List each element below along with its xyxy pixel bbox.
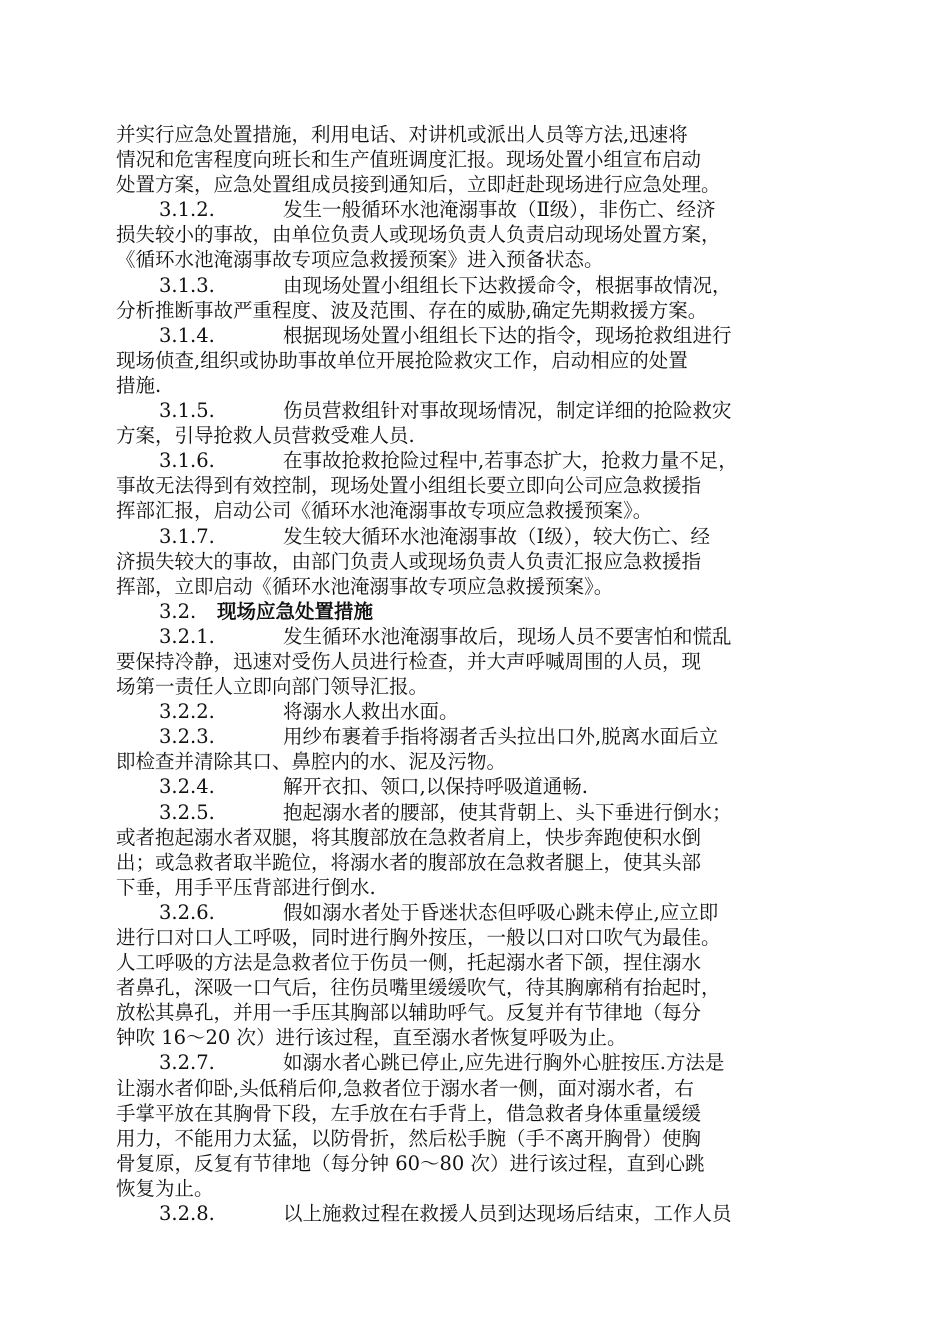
clause-number: 3.2.4. <box>159 775 215 799</box>
clause-3-1-4 <box>116 323 836 348</box>
paragraph-line: 《循环水池淹溺事故专项应急救援预案》进入预备状态。 <box>116 248 604 272</box>
clause-text: 在事故抢救抢险过程中,若事态扩大，抢救力量不足， <box>283 449 738 473</box>
clause-number: 3.1.6. <box>159 449 215 473</box>
clause-3-1-5 <box>116 398 836 423</box>
paragraph-line: 放松其鼻孔，并用一手压其胸部以辅助呼气。反复并有节律地（每分 <box>116 1001 702 1025</box>
clause-number: 3.1.5. <box>159 399 215 423</box>
clause-number: 3.2.3. <box>159 725 215 749</box>
clause-3-1-6 <box>116 448 836 473</box>
section-heading-3-2 <box>116 599 836 624</box>
paragraph-line: 场第一责任人立即向部门领导汇报。 <box>116 675 429 699</box>
section-number: 3.2. <box>159 599 197 623</box>
clause-number: 3.2.8. <box>159 1202 215 1226</box>
clause-number: 3.1.2. <box>159 198 215 222</box>
clause-text: 发生较大循环水池淹溺事故（Ⅰ级），较大伤亡、经 <box>283 524 710 548</box>
clause-3-2-6 <box>116 900 836 925</box>
clause-3-2-2 <box>116 699 836 724</box>
clause-text: 解开衣扣、领口,以保持呼吸道通畅. <box>283 775 588 799</box>
clause-text: 以上施救过程在救援人员到达现场后结束，工作人员 <box>283 1202 732 1226</box>
clause-3-1-2 <box>116 197 836 222</box>
paragraph-line: 进行口对口人工呼吸，同时进行胸外按压，一般以口对口吹气为最佳。 <box>116 926 721 949</box>
paragraph-line: 处置方案，应急处置组成员接到通知后，立即赶赴现场进行应急处理。 <box>116 173 721 197</box>
paragraph-line: 事故无法得到有效控制，现场处置小组组长要立即向公司应急救援指 <box>116 474 702 498</box>
document-page <box>116 122 836 1226</box>
clause-text: 假如溺水者处于昏迷状态但呼吸心跳未停止,应立即 <box>283 900 719 924</box>
paragraph-line: 钟吹 16～20 次）进行该过程，直至溺水者恢复呼吸为止。 <box>116 1026 627 1050</box>
paragraph-line: 挥部，立即启动《循环水池淹溺事故专项应急救援预案》。 <box>116 574 614 598</box>
paragraph-line: 出；或急救者取半跪位，将溺水者的腹部放在急救者腿上，使其头部 <box>116 850 702 874</box>
paragraph-line: 下垂，用手平压背部进行倒水. <box>116 875 376 899</box>
paragraph-line: 济损失较大的事故，由部门负责人或现场负责人负责汇报应急救援指 <box>116 549 702 573</box>
clause-3-2-5 <box>116 800 836 825</box>
clause-text: 发生循环水池淹溺事故后，现场人员不要害怕和慌乱 <box>283 624 732 648</box>
clause-text: 由现场处置小组组长下达救援命令，根据事故情况， <box>283 273 732 297</box>
paragraph-line: 手掌平放在其胸骨下段，左手放在右手背上，借急救者身体重量缓缓 <box>116 1101 702 1125</box>
clause-3-2-4 <box>116 774 836 799</box>
paragraph-line: 分析推断事故严重程度、波及范围、存在的威胁,确定先期救援方案。 <box>116 298 708 322</box>
paragraph-line: 让溺水者仰卧,头低稍后仰,急救者位于溺水者一侧，面对溺水者，右 <box>116 1076 694 1100</box>
paragraph-line: 即检查并清除其口、鼻腔内的水、泥及污物。 <box>116 750 507 774</box>
clause-3-1-3 <box>116 273 836 298</box>
section-title: 现场应急处置措施 <box>217 599 374 623</box>
clause-number: 3.2.5. <box>159 800 215 824</box>
paragraph-line: 情况和危害程度向班长和生产值班调度汇报。现场处置小组宣布启动 <box>116 148 702 172</box>
paragraph-line: 现场侦查,组织或协助事故单位开展抢险救灾工作，启动相应的处置 <box>116 348 688 372</box>
paragraph-line: 用力，不能用力太猛，以防骨折，然后松手腕（手不离开胸骨）使胸 <box>116 1126 702 1150</box>
clause-text: 发生一般循环水池淹溺事故（Ⅱ级），非伤亡、经济 <box>283 198 716 222</box>
clause-number: 3.1.3. <box>159 273 215 297</box>
clause-text: 将溺水人救出水面。 <box>283 700 459 724</box>
clause-text: 抱起溺水者的腰部，使其背朝上、头下垂进行倒水； <box>283 800 732 824</box>
paragraph-line: 并实行应急处置措施，利用电话、对讲机或派出人员等方法,迅速将 <box>116 123 688 146</box>
clause-text: 伤员营救组针对事故现场情况，制定详细的抢险救灾 <box>283 399 732 423</box>
paragraph-line: 挥部汇报，启动公司《循环水池淹溺事故专项应急救援预案》。 <box>116 499 653 523</box>
clause-number: 3.2.6. <box>159 900 215 924</box>
clause-text: 根据现场处置小组组长下达的指令，现场抢救组进行 <box>283 323 732 347</box>
clause-3-2-1 <box>116 624 836 649</box>
clause-number: 3.2.7. <box>159 1051 215 1075</box>
paragraph-line: 损失较小的事故，由单位负责人或现场负责人负责启动现场处置方案， <box>116 223 721 247</box>
paragraph-line: 者鼻孔，深吸一口气后，往伤员嘴里缓缓吹气，待其胸廓稍有抬起时， <box>116 976 721 1000</box>
paragraph-line: 或者抱起溺水者双腿，将其腹部放在急救者肩上，快步奔跑使积水倒 <box>116 825 702 849</box>
paragraph-line: 方案，引导抢救人员营救受难人员. <box>116 424 415 448</box>
clause-3-1-7 <box>116 524 836 549</box>
paragraph-line: 骨复原，反复有节律地（每分钟 60～80 次）进行该过程，直到心跳 <box>116 1151 705 1175</box>
clause-text: 用纱布裹着手指将溺者舌头拉出口外,脱离水面后立 <box>283 725 719 749</box>
clause-number: 3.1.7. <box>159 524 215 548</box>
paragraph-line: 恢复为止。 <box>116 1176 214 1200</box>
paragraph-line: 要保持冷静，迅速对受伤人员进行检查，并大声呼喊周围的人员，现 <box>116 649 702 673</box>
clause-3-2-8 <box>116 1201 836 1226</box>
clause-number: 3.2.2. <box>159 700 215 724</box>
clause-number: 3.2.1. <box>159 624 215 648</box>
clause-3-2-7 <box>116 1050 836 1075</box>
paragraph-line: 措施. <box>116 373 162 397</box>
clause-3-2-3 <box>116 724 836 749</box>
paragraph-line: 人工呼吸的方法是急救者位于伤员一侧，托起溺水者下颌，捏住溺水 <box>116 951 702 975</box>
clause-text: 如溺水者心跳已停止,应先进行胸外心脏按压.方法是 <box>283 1051 725 1075</box>
clause-number: 3.1.4. <box>159 323 215 347</box>
